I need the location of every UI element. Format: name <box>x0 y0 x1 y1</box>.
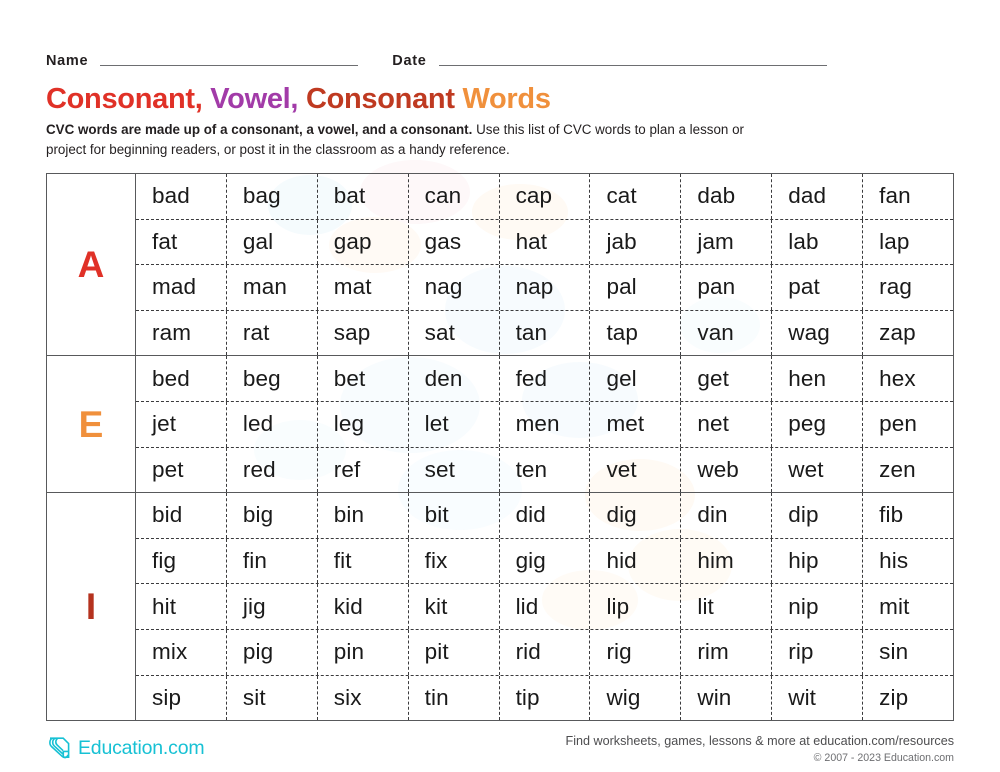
word-cell: lap <box>879 228 910 254</box>
word-cell: fat <box>136 220 227 265</box>
word-cell: pig <box>227 630 318 675</box>
word-cell: gal <box>227 220 318 265</box>
word-cell: web <box>681 448 772 493</box>
word-cell: dab <box>681 174 772 219</box>
education-brand-text: Education.com <box>78 736 205 759</box>
footer-right-block <box>566 733 954 765</box>
description-bold-lead: CVC words are made up of a consonant, a vowel, and a consonant. <box>46 122 473 137</box>
vowel-section-a <box>47 174 953 356</box>
word-cell: man <box>227 265 318 310</box>
word-cell: gel <box>590 356 681 401</box>
word-cell: mix <box>136 630 227 675</box>
word-cell: get <box>681 356 772 401</box>
word-cell: pat <box>772 265 863 310</box>
word-cell: mat <box>318 265 409 310</box>
word-cell: hex <box>879 365 916 391</box>
word-cell: hen <box>772 356 863 401</box>
word-cell: tan <box>500 311 591 356</box>
vowel-letter-a: A <box>47 174 136 355</box>
word-grid-a <box>136 174 953 355</box>
word-cell: hip <box>772 539 863 584</box>
word-cell: bid <box>136 493 227 538</box>
word-cell: nip <box>772 584 863 629</box>
word-cell: sat <box>409 311 500 356</box>
word-cell: rag <box>879 274 912 300</box>
word-cell: met <box>590 402 681 447</box>
word-cell: led <box>227 402 318 447</box>
word-cell: wig <box>590 676 681 721</box>
word-cell: ram <box>136 311 227 356</box>
word-cell: his <box>879 548 909 574</box>
table-row <box>136 356 953 402</box>
word-cell: tin <box>409 676 500 721</box>
word-cell: fig <box>136 539 227 584</box>
table-row <box>136 630 953 676</box>
name-date-row <box>46 42 956 70</box>
word-cell: jig <box>227 584 318 629</box>
word-cell: ten <box>500 448 591 493</box>
word-cell: rid <box>500 630 591 675</box>
word-cell: tip <box>500 676 591 721</box>
table-row <box>136 265 953 311</box>
word-cell: rim <box>681 630 772 675</box>
footer-copyright: © 2007 - 2023 Education.com <box>813 752 954 764</box>
word-cell: lab <box>772 220 863 265</box>
word-cell: gig <box>500 539 591 584</box>
word-cell: tap <box>590 311 681 356</box>
word-cell: gap <box>318 220 409 265</box>
title-part-consonant-1: Consonant <box>46 83 195 115</box>
word-cell: bat <box>318 174 409 219</box>
vowel-section-e <box>47 356 953 493</box>
vowel-letter-i: I <box>47 493 136 720</box>
word-cell: hit <box>136 584 227 629</box>
table-row <box>136 539 953 585</box>
word-cell: sap <box>318 311 409 356</box>
word-cell: jet <box>136 402 227 447</box>
word-cell: rat <box>227 311 318 356</box>
word-cell: pin <box>318 630 409 675</box>
word-cell: zap <box>879 320 916 346</box>
word-cell: can <box>409 174 500 219</box>
word-cell: bet <box>318 356 409 401</box>
word-cell: den <box>409 356 500 401</box>
word-cell: bin <box>318 493 409 538</box>
word-cell: men <box>500 402 591 447</box>
word-cell: mit <box>879 593 910 619</box>
table-row <box>136 220 953 266</box>
word-cell: kit <box>409 584 500 629</box>
vowel-section-i <box>47 493 953 720</box>
word-cell: mad <box>136 265 227 310</box>
word-cell: dad <box>772 174 863 219</box>
word-cell: wet <box>772 448 863 493</box>
word-cell: set <box>409 448 500 493</box>
word-cell: dip <box>772 493 863 538</box>
word-cell: jam <box>681 220 772 265</box>
title-part-words: Words <box>462 83 551 115</box>
word-cell: red <box>227 448 318 493</box>
word-cell: leg <box>318 402 409 447</box>
date-label: Date <box>392 52 427 69</box>
word-cell: din <box>681 493 772 538</box>
word-cell: gas <box>409 220 500 265</box>
word-cell: sip <box>136 676 227 721</box>
word-cell: kid <box>318 584 409 629</box>
word-cell: lid <box>500 584 591 629</box>
word-cell: six <box>318 676 409 721</box>
word-cell: lip <box>590 584 681 629</box>
table-row <box>136 311 953 356</box>
word-cell: bit <box>409 493 500 538</box>
word-cell: cat <box>590 174 681 219</box>
word-cell: pit <box>409 630 500 675</box>
word-cell: hat <box>500 220 591 265</box>
word-cell: pet <box>136 448 227 493</box>
word-grid-e <box>136 356 953 492</box>
word-cell: lit <box>681 584 772 629</box>
word-cell: fix <box>409 539 500 584</box>
word-grid-i <box>136 493 953 720</box>
table-row <box>136 402 953 448</box>
word-cell: van <box>681 311 772 356</box>
page-title <box>46 84 551 114</box>
title-comma-1: , <box>194 83 203 115</box>
word-cell: him <box>681 539 772 584</box>
word-cell: wag <box>772 311 863 356</box>
footer-promo-text: Find worksheets, games, lessons & more at education.com/resources <box>565 734 954 748</box>
vowel-letter-e: E <box>47 356 136 492</box>
description-rest: Use this list of CVC words to plan a lesson or project for beginning readers, or post it in the classroom as a handy reference. <box>46 122 745 158</box>
word-cell: zen <box>879 456 916 482</box>
word-cell: pal <box>590 265 681 310</box>
word-cell: fan <box>879 183 911 209</box>
title-comma-2: , <box>290 83 299 115</box>
cvc-word-table <box>46 173 954 721</box>
word-cell: nap <box>500 265 591 310</box>
table-row <box>136 493 953 539</box>
word-cell: rip <box>772 630 863 675</box>
education-brand[interactable] <box>46 735 204 762</box>
word-cell: let <box>409 402 500 447</box>
title-part-consonant-2: Consonant <box>305 83 455 115</box>
education-logo-icon <box>46 735 73 762</box>
title-part-vowel: Vowel <box>210 83 291 115</box>
word-cell: fib <box>879 502 904 528</box>
word-cell: cap <box>500 174 591 219</box>
word-cell: win <box>681 676 772 721</box>
table-row <box>136 676 953 721</box>
word-cell: beg <box>227 356 318 401</box>
table-row <box>136 448 953 493</box>
date-write-line[interactable] <box>439 65 827 66</box>
word-cell: pen <box>879 411 917 437</box>
word-cell: fit <box>318 539 409 584</box>
word-cell: fed <box>500 356 591 401</box>
word-cell: bag <box>227 174 318 219</box>
name-label: Name <box>46 52 89 69</box>
word-cell: nag <box>409 265 500 310</box>
word-cell: bed <box>136 356 227 401</box>
word-cell: peg <box>772 402 863 447</box>
word-cell: jab <box>590 220 681 265</box>
word-cell: bad <box>136 174 227 219</box>
page-footer <box>0 727 1000 772</box>
table-row <box>136 584 953 630</box>
word-cell: big <box>227 493 318 538</box>
word-cell: sit <box>227 676 318 721</box>
word-cell: fin <box>227 539 318 584</box>
word-cell: sin <box>879 639 909 665</box>
word-cell: vet <box>590 448 681 493</box>
word-cell: net <box>681 402 772 447</box>
page-description <box>46 120 776 161</box>
word-cell: ref <box>318 448 409 493</box>
word-cell: did <box>500 493 591 538</box>
word-cell: hid <box>590 539 681 584</box>
word-cell: wit <box>772 676 863 721</box>
word-cell: pan <box>681 265 772 310</box>
word-cell: rig <box>590 630 681 675</box>
table-row <box>136 174 953 220</box>
word-cell: dig <box>590 493 681 538</box>
word-cell: zip <box>879 684 909 710</box>
name-write-line[interactable] <box>100 65 358 66</box>
